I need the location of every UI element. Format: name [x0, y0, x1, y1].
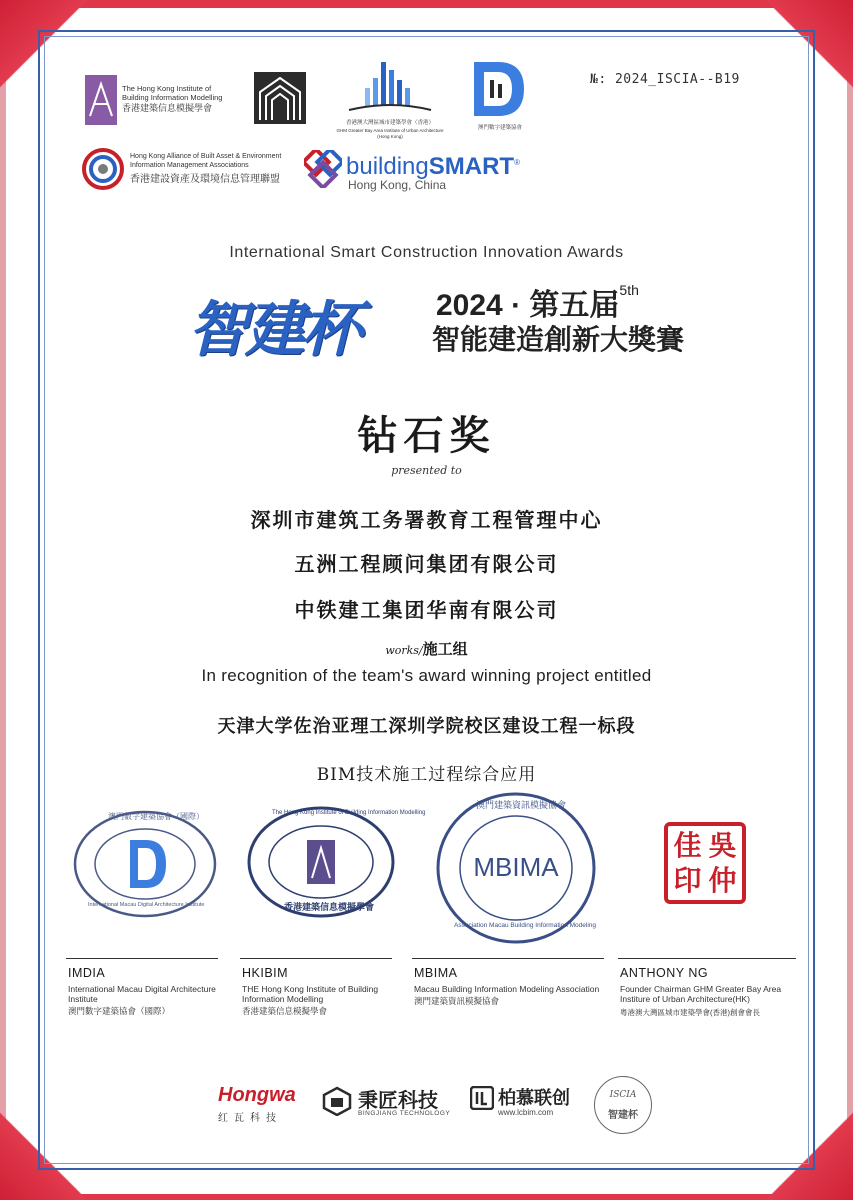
signatory-anthony-ng-name: ANTHONY NG [620, 966, 709, 980]
recipient-2: 五洲工程顾问集团有限公司 [294, 552, 559, 576]
buildingsmart-logo [304, 148, 524, 194]
mbima-seal-ring-text: 澳門建築資訊模擬協會 [476, 800, 567, 810]
signatory-imdia-name: IMDIA [68, 966, 106, 980]
imdia-d-emblem-icon [468, 58, 528, 120]
top-ribbon-edge [0, 0, 853, 8]
bottom-ribbon-edge [0, 1194, 853, 1200]
imdia-seal-ring-text-en: International Macau Digital Architecture Institute [88, 902, 205, 908]
mbima-seal-ring-text-en: Association Macau Building Information Modeling [454, 922, 596, 929]
stamp-char-3: 印 [673, 864, 702, 897]
buildingsmart-registered: ® [514, 158, 520, 167]
event-brand-cn: 智建杯 [188, 295, 359, 365]
presented-to: presented to [391, 464, 462, 477]
imdia-top-logo [468, 58, 532, 138]
hongwa-logo [218, 1084, 308, 1124]
signatory-imdia-desc-cn: 澳門數字建築協會（國際） [68, 1006, 171, 1016]
buildingsmart-wordmark [346, 150, 520, 180]
iscia-stamp [594, 1076, 652, 1134]
mbima-seal [434, 790, 598, 946]
hongwa-name-cn: 红瓦科技 [218, 1113, 282, 1124]
hkibim-seal-ring-text: The Hong Kong Institute of Building Information Modelling [272, 810, 426, 816]
imdia-seal-ring-text: 澳門數字建築協會（國際） [108, 812, 204, 821]
signature-line-hkibim [240, 958, 392, 959]
hkibim-emblem-icon [84, 74, 118, 126]
signature-line-anthony-ng [618, 958, 796, 959]
signature-line-imdia [66, 958, 218, 959]
hkibim-name-en: The Hong Kong Institute of Building Information Modelling [122, 84, 223, 102]
hkaba-ring-icon [82, 148, 124, 190]
hkaba-logo [82, 148, 292, 194]
hkibim-seal [246, 804, 426, 920]
signatory-mbima-desc-cn: 澳門建築資訊模擬協會 [414, 996, 500, 1006]
hkibim-name-cn: 香港建築信息模擬學會 [122, 103, 213, 113]
signatory-hkibim-desc-en: THE Hong Kong Institute of Building Information Modelling [242, 984, 379, 1004]
imdia-seal [72, 808, 218, 920]
anthony-ng-stamp [664, 822, 746, 904]
works-prefix: works/ [385, 644, 423, 657]
hongwa-wordmark: Hongwa [218, 1084, 296, 1106]
competition-name-cn: 智能建造創新大獎賽 [432, 324, 685, 355]
building-logo [252, 70, 308, 126]
bingjiang-name-cn: 秉匠科技 [358, 1090, 438, 1112]
buildingsmart-location: Hong Kong, China [348, 178, 447, 192]
project-title: 天津大学佐治亚理工深圳学院校区建设工程一标段 [217, 716, 636, 737]
lcbim-name-cn: 柏慕联创 [498, 1088, 570, 1108]
stamp-char-4: 仲 [708, 864, 737, 897]
greater-bay-logo [330, 60, 450, 140]
buildingsmart-knot-icon [304, 150, 342, 188]
lcbim-emblem-icon [470, 1086, 494, 1110]
iscia-stamp-text: ISCIA [609, 1090, 637, 1100]
hkaba-name-en-1: Hong Kong Alliance of Built Asset & Environment [130, 153, 282, 160]
edition-ordinal: 5th [619, 282, 639, 298]
signature-line-mbima [412, 958, 604, 959]
imdia-top-name-cn: 澳門數字建築協會 [477, 125, 522, 131]
signatory-mbima-desc-en: Macau Building Information Modeling Association [414, 984, 600, 994]
edition-year: 2024 · 第五届 [436, 289, 620, 322]
bingjiang-name-en: BINGJIANG TECHNOLOGY [358, 1110, 451, 1117]
hkaba-name-cn: 香港建設資產及環境信息管理聯盟 [130, 174, 280, 185]
lcbim-logo [470, 1084, 590, 1124]
signatory-hkibim-name: HKIBIM [242, 966, 289, 980]
signatory-anthony-ng-desc-cn: 粤港澳大灣區城市建築學會(香港)創會會長 [620, 1008, 760, 1017]
stamp-char-1: 佳 [673, 829, 702, 862]
bingjiang-emblem-icon [322, 1086, 352, 1116]
recipient-3: 中铁建工集团华南有限公司 [294, 598, 559, 622]
recognition-text: In recognition of the team's award winning project entitled [201, 666, 652, 685]
bingjiang-logo [322, 1084, 462, 1124]
hkaba-name-en-2: Information Management Associations [130, 162, 249, 169]
greater-bay-name-cn: 香港澳大灣區城市建築學會（香港） [345, 120, 434, 126]
event-title-en: International Smart Construction Innovation Awards [229, 244, 624, 261]
lcbim-url: www.lcbim.com [498, 1108, 554, 1117]
buildingsmart-wordmark-a: building [346, 153, 429, 180]
recipient-1: 深圳市建筑工务署教育工程管理中心 [250, 508, 603, 532]
hkibim-seal-ring-text-cn: 香港建築信息模擬學會 [284, 902, 375, 912]
signatory-mbima-name: MBIMA [414, 966, 458, 980]
mbima-seal-center: MBIMA [473, 852, 559, 882]
project-subtitle: BIM技术施工过程综合应用 [316, 765, 537, 785]
stamp-characters [670, 828, 740, 898]
greater-bay-name-en: GHM Greater Bay Area Institute of Urban Architecture (Hong Kong) [336, 128, 444, 139]
award-title: 钻石奖 [357, 412, 496, 459]
arch-building-icon [252, 70, 308, 126]
iscia-stamp-cn: 智建杯 [608, 1110, 638, 1121]
certificate-number: №: 2024_ISCIA--B19 [590, 72, 740, 87]
signatory-anthony-ng-desc-en: Founder Chairman GHM Greater Bay Area Institure of Urban Architecture(HK) [620, 984, 782, 1004]
hkibim-logo [84, 74, 234, 130]
skyline-icon [345, 60, 435, 116]
stamp-char-2: 吳 [708, 829, 737, 862]
works-group [0, 638, 853, 659]
buildingsmart-wordmark-b: SMART [428, 153, 515, 180]
signatory-imdia-desc-en: International Macau Digital Architecture Institute [68, 984, 216, 1004]
signatory-hkibim-desc-cn: 香港建築信息模擬學會 [242, 1006, 328, 1016]
works-group-label: 施工组 [422, 641, 468, 658]
